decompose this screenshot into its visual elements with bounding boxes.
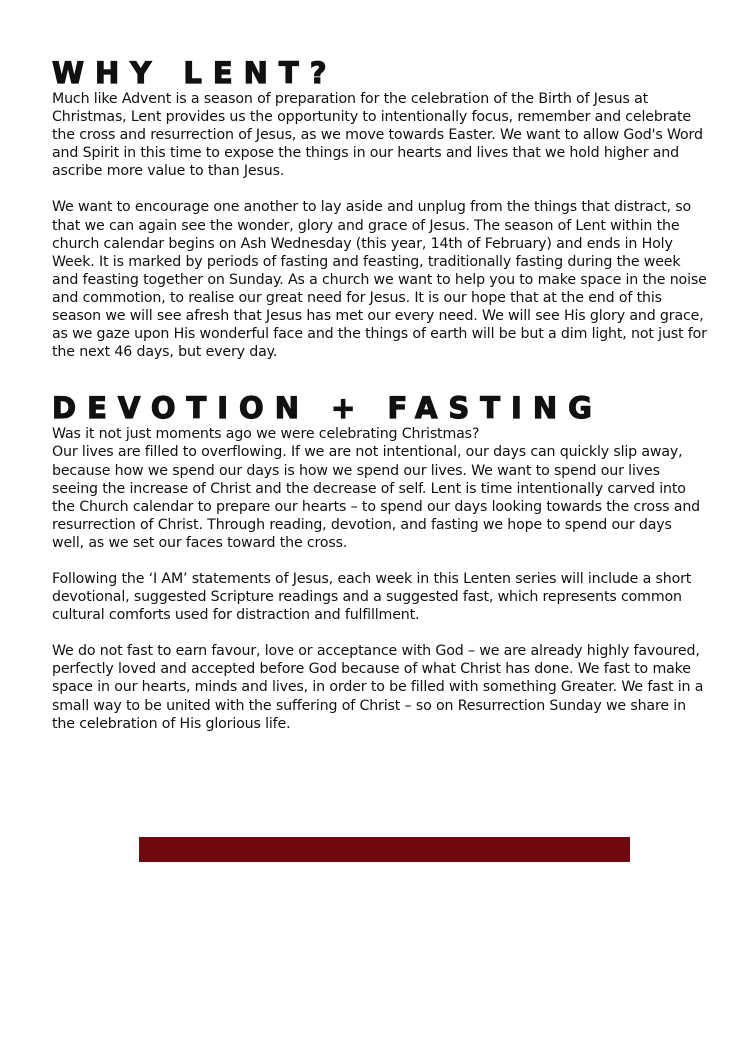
paragraph: We do not fast to earn favour, love or acceptance with God – we are already highly favoured, perfectly loved and accepted before God because of what Christ has done. We fast to make space in our hearts, minds and lives, in order to be filled with something Greater. We fast in a small way to be united with the suffering of Christ – so on Resurrection Sunday we share in the celebration of His glorious life.	[52, 643, 704, 732]
section-spacer	[52, 361, 708, 391]
section-devotion-fasting	[52, 391, 708, 732]
document-page	[52, 56, 708, 733]
paragraph: Was it not just moments ago we were celebrating Christmas? Our lives are filled to overflowing. If we are not intentional, our days can quickly slip away, because how we spend our days is how we spend our lives. We want to spend our lives seeing the increase of Christ and the decrease of self. Lent is time intentionally carved into the Church calendar to prepare our hearts – to spend our days looking towards the cross and resurrection of Christ. Through reading, devotion, and fasting we hope to spend our days well, as we set our faces toward the cross.	[52, 426, 701, 551]
section-heading: WHY LENT?	[52, 56, 338, 90]
paragraph-spacer	[52, 624, 708, 642]
decorative-accent-bar	[139, 837, 630, 862]
paragraph: Following the ‘I AM’ statements of Jesus, each week in this Lenten series will include a short devotional, suggested Scripture readings and a suggested fast, which represents common cultural comforts used for distraction and fulfillment.	[52, 570, 692, 624]
paragraph: We want to encourage one another to lay aside and unplug from the things that distract, so that we can again see the wonder, glory and grace of Jesus. The season of Lent within the church calendar begins on Ash Wednesday (this year, 14th of February) and ends in Holy Week. It is marked by periods of fasting and feasting, traditionally fasting during the week and feasting together on Sunday. As a church we want to help you to make space in the noise and commotion, to realise our great need for Jesus. It is our hope that at the end of this season we will see afresh that Jesus has met our every need. We will see His glory and grace, as we gaze upon His wonderful face and the things of earth will be but a dim light, not just for the next 46 days, but every day.	[52, 199, 707, 361]
section-heading: DEVOTION + FASTING	[52, 391, 603, 426]
section-why-lent	[52, 56, 708, 361]
paragraph: Much like Advent is a season of preparation for the celebration of the Birth of Jesus at Christmas, Lent provides us the opportunity to intentionally focus, remember and celebrate the cross and resurrection of Jesus, as we move towards Easter. We want to allow God's Word and Spirit in this time to expose the things in our hearts and lives that we hold higher and ascribe more value to than Jesus.	[52, 91, 703, 180]
paragraph-spacer	[52, 552, 708, 570]
paragraph-spacer	[52, 180, 708, 198]
